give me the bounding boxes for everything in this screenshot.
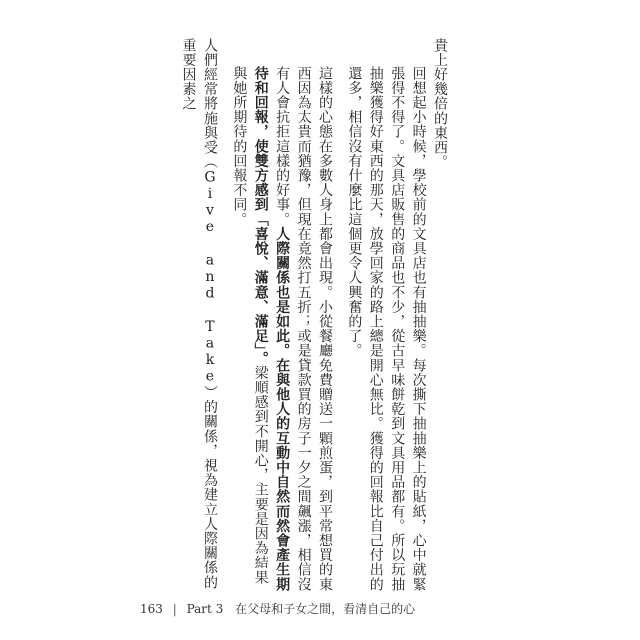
chapter-title: 在父母和子女之間，看清自己的心 [235, 602, 416, 616]
part-label: Part 3 [186, 602, 224, 616]
page-number: 163 [140, 602, 163, 616]
paragraph-mindset [228, 38, 335, 598]
vertical-text-body [170, 38, 450, 598]
paragraph-give-and-take [177, 38, 220, 598]
paragraph-text: 梁順感到不開心，主要是因為結果與她所期待的回報不同。 [231, 66, 269, 585]
paragraph-text: 這樣的心態在多數人身上都會出現。小從餐廳免費贈送一顆煎蛋，到平常想買的東西因為太貴而猶豫，但現在竟然打五折；或是貸款買的房子一夕之間飆漲，相信沒有人會抗拒這樣的好事。 [274, 66, 333, 592]
footer-separator: | [172, 602, 177, 616]
paragraph-continuation [429, 38, 450, 598]
paragraph-text: 貴上好幾倍的東西。 [432, 38, 448, 170]
emphasized-text: 人際關係也是如此。在與他人的互動中自然而然會產生期待和回報，使雙方感到「喜悅、滿意、滿足」。 [252, 66, 291, 592]
page-footer [140, 600, 600, 618]
paragraph-text: 人們經常將施與受（Give and Take）的關係，視為建立人際關係的重要因素之 [180, 38, 218, 590]
paragraph-childhood-memory [343, 38, 429, 598]
paragraph-text: 回想起小時候，學校前的文具店也有抽抽樂。每次撕下抽抽樂上的貼紙，心中就緊張得不得了。文具店販售的商品也不少，從古早味餅乾到文具用品都有。所以玩抽抽樂獲得好東西的那天，放學回家的路上總是開心無比。獲得的回報比自己付出的還多，相信沒有什麼比這個更令人興奮的了。 [346, 66, 427, 592]
